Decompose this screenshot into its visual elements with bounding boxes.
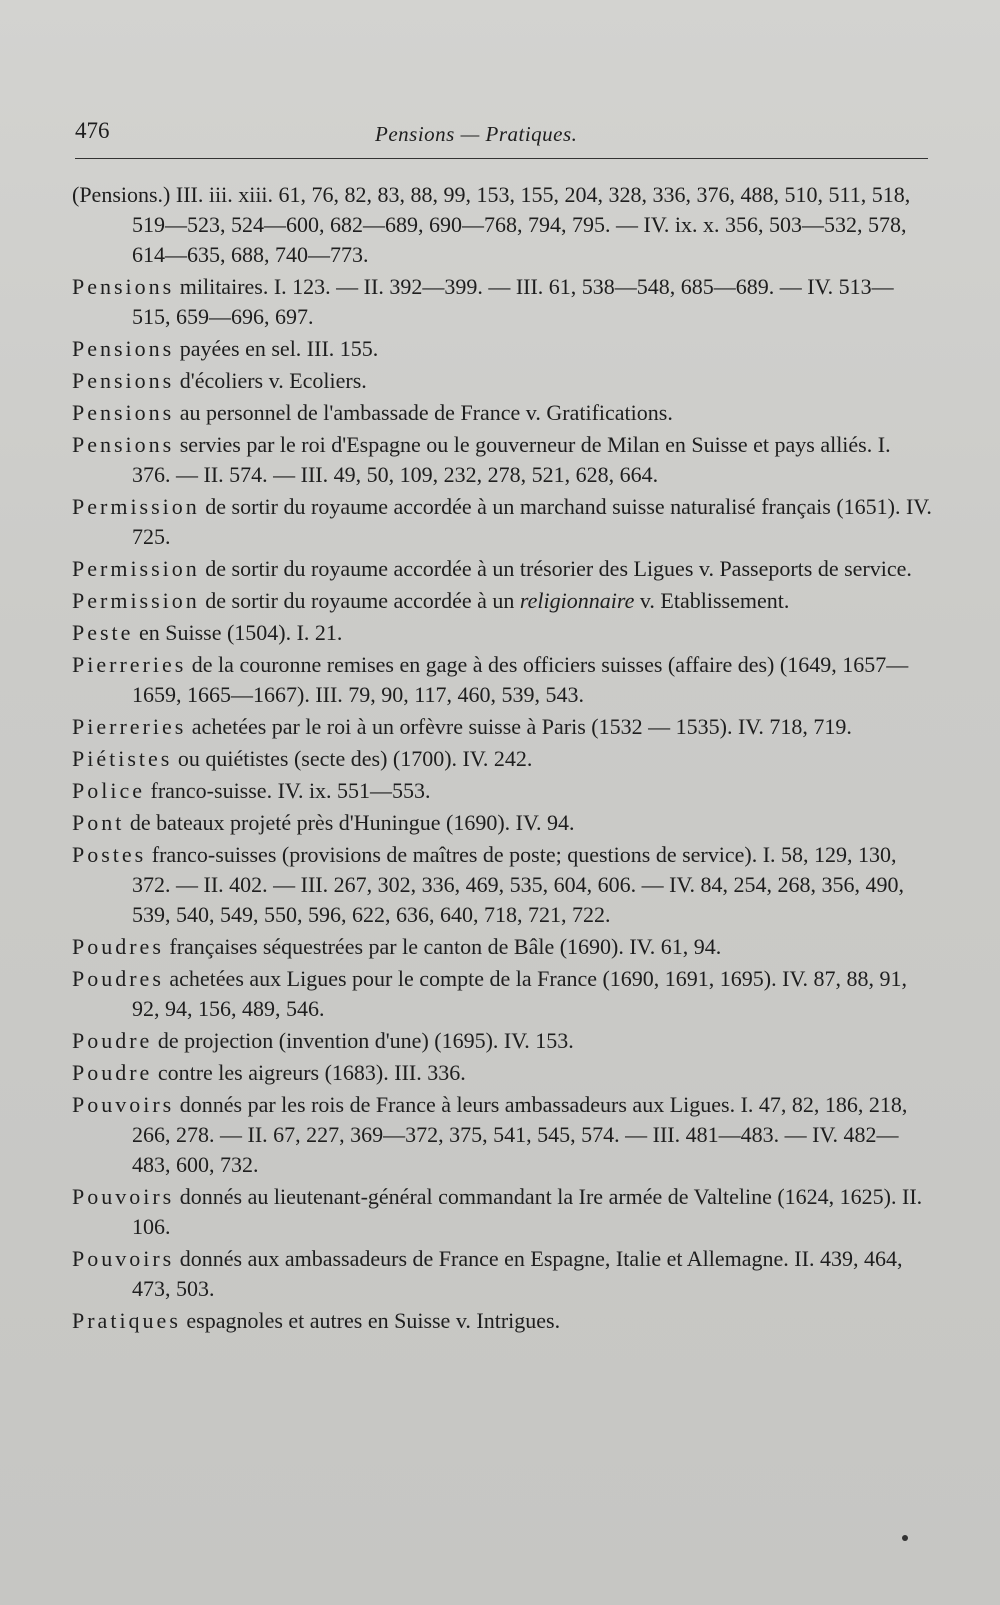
index-entry	[72, 366, 932, 396]
entry-text: en Suisse (1504). I. 21.	[138, 620, 343, 645]
entry-headword: Pouvoirs	[72, 1092, 175, 1117]
entry-headword: Permission	[72, 494, 200, 519]
entry-headword: Permission	[72, 588, 200, 613]
page-number: 476	[75, 118, 110, 143]
index-entry	[72, 334, 932, 364]
index-entry	[72, 1058, 932, 1088]
entry-headword: Poudre	[72, 1028, 153, 1053]
entry-headword: Poudres	[72, 966, 164, 991]
entry-text: au personnel de l'ambassade de France v. Gratifications.	[179, 400, 673, 425]
entry-text: donnés par les rois de France à leurs ambassadeurs aux Ligues. I. 47, 82, 186, 218, 266, 278. — II. 67, 227, 369—372, 375, 541, 545, 574. — III. 481—483. — IV. 482—483, 600, 732.	[132, 1092, 908, 1177]
index-entry	[72, 492, 932, 552]
entry-italic: religionnaire	[519, 588, 635, 613]
entry-text: franco-suisses (provisions de maîtres de poste; questions de service). I. 58, 129, 130, 372. — II. 402. — III. 267, 302, 336, 469, 535, 604, 606. — IV. 84, 254, 268, 356, 490, 539, 540, 549, 550, 596, 622, 636, 640, 718, 721, 722.	[132, 842, 905, 927]
entry-text: payées en sel. III. 155.	[179, 336, 379, 361]
index-entry	[72, 744, 932, 774]
index-entry	[72, 776, 932, 806]
entry-text: de sortir du royaume accordée à un trésorier des Ligues v. Passeports de service.	[205, 556, 912, 581]
entry-headword: Pensions	[72, 432, 175, 457]
index-entry	[72, 554, 932, 584]
entry-headword: Pouvoirs	[72, 1184, 175, 1209]
entry-text: d'écoliers v. Ecoliers.	[179, 368, 367, 393]
entry-text: espagnoles et autres en Suisse v. Intrigues.	[186, 1308, 561, 1333]
index-entry	[72, 1306, 932, 1336]
entry-headword: Pensions	[72, 400, 175, 425]
header-rule	[75, 158, 928, 159]
running-title: Pensions — Pratiques.	[375, 122, 578, 146]
entry-headword: Postes	[72, 842, 147, 867]
index-entry	[72, 840, 932, 930]
index-entry	[72, 1026, 932, 1056]
entry-text: franco-suisse. IV. ix. 551—553.	[150, 778, 431, 803]
entry-text: françaises séquestrées par le canton de Bâle (1690). IV. 61, 94.	[169, 934, 722, 959]
entry-headword: Pratiques	[72, 1308, 181, 1333]
entry-headword: Pensions	[72, 274, 175, 299]
ink-speck	[902, 1535, 908, 1541]
entry-text: de sortir du royaume accordée à un marchand suisse naturalisé français (1651). IV. 725.	[132, 494, 932, 549]
index-entry	[72, 398, 932, 428]
index-entry	[72, 272, 932, 332]
entry-headword: Peste	[72, 620, 134, 645]
entry-text: (Pensions.) III. iii. xiii. 61, 76, 82, 83, 88, 99, 153, 155, 204, 328, 336, 376, 488, 510, 511, 518, 519—523, 524—600, 682—689, 690—768, 794, 795. — IV. ix. x. 356, 503—532, 578, 614—635, 688, 740—773.	[72, 182, 911, 267]
entry-headword: Permission	[72, 556, 200, 581]
index-entry	[72, 1244, 932, 1304]
index-entry	[72, 180, 932, 270]
index-entry	[72, 618, 932, 648]
entry-text: de la couronne remises en gage à des officiers suisses (affaire des) (1649, 1657—1659, 1665—1667). III. 79, 90, 117, 460, 539, 543.	[132, 652, 909, 707]
index-entry	[72, 1182, 932, 1242]
entry-headword: Poudres	[72, 934, 164, 959]
entry-headword: Poudre	[72, 1060, 153, 1085]
index-entry	[72, 650, 932, 710]
entry-text: achetées aux Ligues pour le compte de la France (1690, 1691, 1695). IV. 87, 88, 91, 92, 94, 156, 489, 546.	[132, 966, 908, 1021]
entry-crossref: v. Etablissement.	[639, 588, 790, 613]
entry-headword: Pensions	[72, 336, 175, 361]
index-entries	[72, 180, 932, 1338]
entry-headword: Police	[72, 778, 145, 803]
entry-text: ou quiétistes (secte des) (1700). IV. 242.	[177, 746, 533, 771]
entry-headword: Piétistes	[72, 746, 173, 771]
page-header	[75, 118, 925, 152]
entry-text: de sortir du royaume accordée à un	[205, 588, 515, 613]
entry-text: servies par le roi d'Espagne ou le gouverneur de Milan en Suisse et pays alliés. I. 376. — II. 574. — III. 49, 50, 109, 232, 278, 521, 628, 664.	[132, 432, 891, 487]
entry-text: donnés aux ambassadeurs de France en Espagne, Italie et Allemagne. II. 439, 464, 473, 503.	[132, 1246, 903, 1301]
index-entry	[72, 964, 932, 1024]
index-entry	[72, 932, 932, 962]
entry-text: donnés au lieutenant-général commandant la Ire armée de Valteline (1624, 1625). II. 106.	[132, 1184, 923, 1239]
index-entry	[72, 586, 932, 616]
index-entry	[72, 712, 932, 742]
entry-text: contre les aigreurs (1683). III. 336.	[157, 1060, 466, 1085]
entry-text: de projection (invention d'une) (1695). IV. 153.	[157, 1028, 574, 1053]
index-entry	[72, 1090, 932, 1180]
entry-headword: Pierreries	[72, 652, 187, 677]
entry-headword: Pensions	[72, 368, 175, 393]
entry-headword: Pouvoirs	[72, 1246, 175, 1271]
index-entry	[72, 808, 932, 838]
entry-text: militaires. I. 123. — II. 392—399. — III. 61, 538—548, 685—689. — IV. 513—515, 659—696, 697.	[132, 274, 894, 329]
entry-text: de bateaux projeté près d'Huningue (1690). IV. 94.	[129, 810, 575, 835]
entry-text: achetées par le roi à un orfèvre suisse à Paris (1532 — 1535). IV. 718, 719.	[191, 714, 852, 739]
index-entry	[72, 430, 932, 490]
entry-headword: Pierreries	[72, 714, 187, 739]
entry-headword: Pont	[72, 810, 125, 835]
